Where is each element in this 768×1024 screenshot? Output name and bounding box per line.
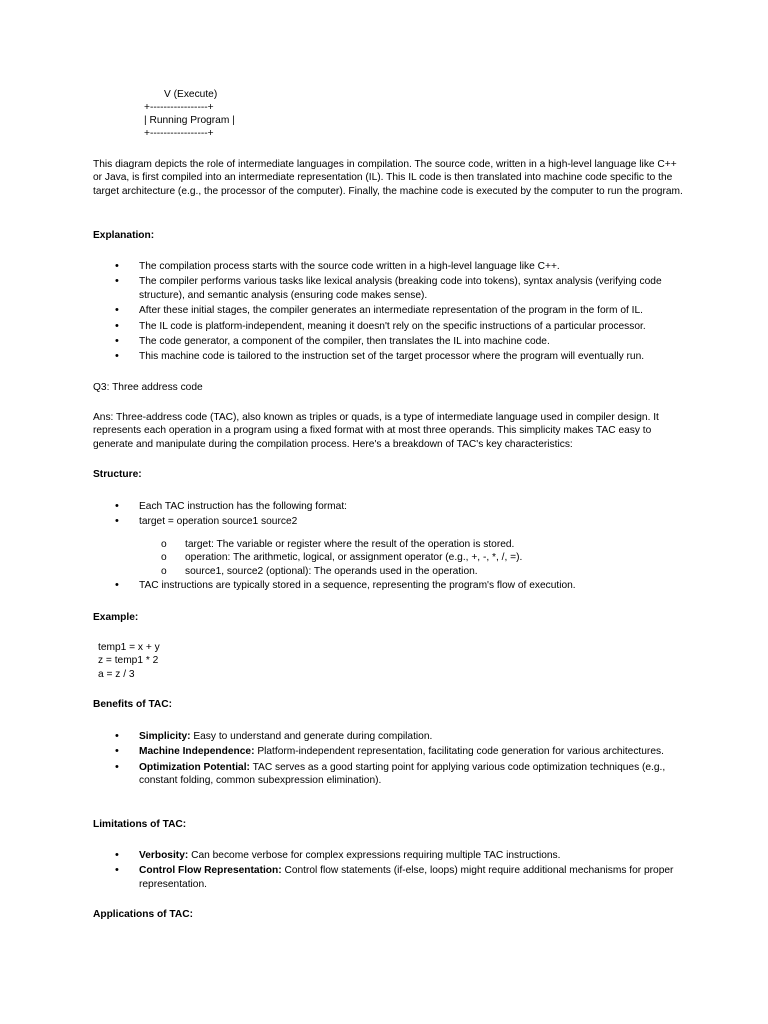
term: Control Flow Representation: [139,865,282,877]
list-item: • The compiler performs various tasks like lexical analysis (breaking code into tokens), syntax analysis (verifying code structure), and semantic analysis (ensuring code makes sense). [93,275,693,302]
term: Machine Independence: [139,746,255,758]
term: Optimization Potential: [139,761,250,773]
list-item [93,515,693,578]
example-heading: Example: [93,612,139,623]
term-description: TAC serves as a good starting point for applying various code optimization techniques (e.g., constant folding, common subexpression elimination). [139,761,666,787]
benefits-list [93,730,693,788]
explanation-list [93,260,693,364]
example-code [98,641,160,681]
list-item: • After these initial stages, the compiler generates an intermediate representation of the program in the form of IL. [93,304,693,317]
term-description: Can become verbose for complex expressions requiring multiple TAC instructions. [188,850,561,861]
list-item [93,745,693,758]
sub-list-item: o target: The variable or register where the result of the operation is stored. [139,538,693,551]
term-description: Easy to understand and generate during compilation. [190,731,433,742]
execute-label: V (Execute) [164,89,218,100]
code-line: z = temp1 * 2 [98,655,159,667]
term: Simplicity: [139,731,191,742]
list-item: • The compilation process starts with the source code written in a high-level language like C++. [93,260,693,273]
question-heading: Q3: Three address code [93,382,203,393]
structure-list [93,500,693,592]
list-item [93,761,693,788]
list-item [93,849,693,862]
list-item: • This machine code is tailored to the instruction set of the target processor where the program will eventually run. [93,350,693,363]
benefits-heading: Benefits of TAC: [93,699,173,710]
list-item: • Each TAC instruction has the following format: [93,500,693,513]
diagram-box-label: | Running Program | [144,115,235,126]
structure-heading: Structure: [93,469,142,480]
limitations-heading: Limitations of TAC: [93,819,187,830]
list-item: • The IL code is platform-independent, meaning it doesn't rely on the specific instructions of a particular processor. [93,320,693,333]
list-item: • TAC instructions are typically stored in a sequence, representing the program's flow of execution. [93,579,693,592]
intro-paragraph: This diagram depicts the role of intermediate languages in compilation. The source code, written in a high-level language like C++ or Java, is first compiled into an intermediate representation (IL). This IL code is then translated into machine code specific to the target architecture (e.g., the processor of the computer). Finally, the machine code is executed by the computer to run the program. [93,159,683,197]
term-description: Platform-independent representation, facilitating code generation for various architectures. [254,746,664,758]
list-item [93,864,693,891]
answer-paragraph: Ans: Three-address code (TAC), also known as triples or quads, is a type of intermediate language used in compiler design. It represents each operation in a program using a fixed format with at most three operands. This simplicity makes TAC easy to generate and manipulate during the compilation process. Here's a breakdown of TAC's key characteristics: [93,412,659,450]
diagram-box-bottom: +-----------------+ [144,128,214,139]
term-description: Control flow statements (if-else, loops) might require additional mechanisms for proper representation. [139,865,674,890]
list-item: • The code generator, a component of the compiler, then translates the IL into machine code. [93,335,693,348]
code-line: temp1 = x + y [98,642,160,653]
structure-sublist [139,538,693,578]
sub-list-item: o operation: The arithmetic, logical, or assignment operator (e.g., +, -, *, /, =). [139,551,693,564]
list-item [93,730,693,743]
limitations-list [93,849,693,891]
diagram-box-top: +-----------------+ [144,102,214,113]
code-line: a = z / 3 [98,668,135,680]
sub-list-item: o source1, source2 (optional): The operands used in the operation. [139,565,693,578]
tac-format: target = operation source1 source2 [139,516,298,528]
term: Verbosity: [139,850,189,861]
explanation-heading: Explanation: [93,230,155,241]
applications-heading: Applications of TAC: [93,909,193,920]
